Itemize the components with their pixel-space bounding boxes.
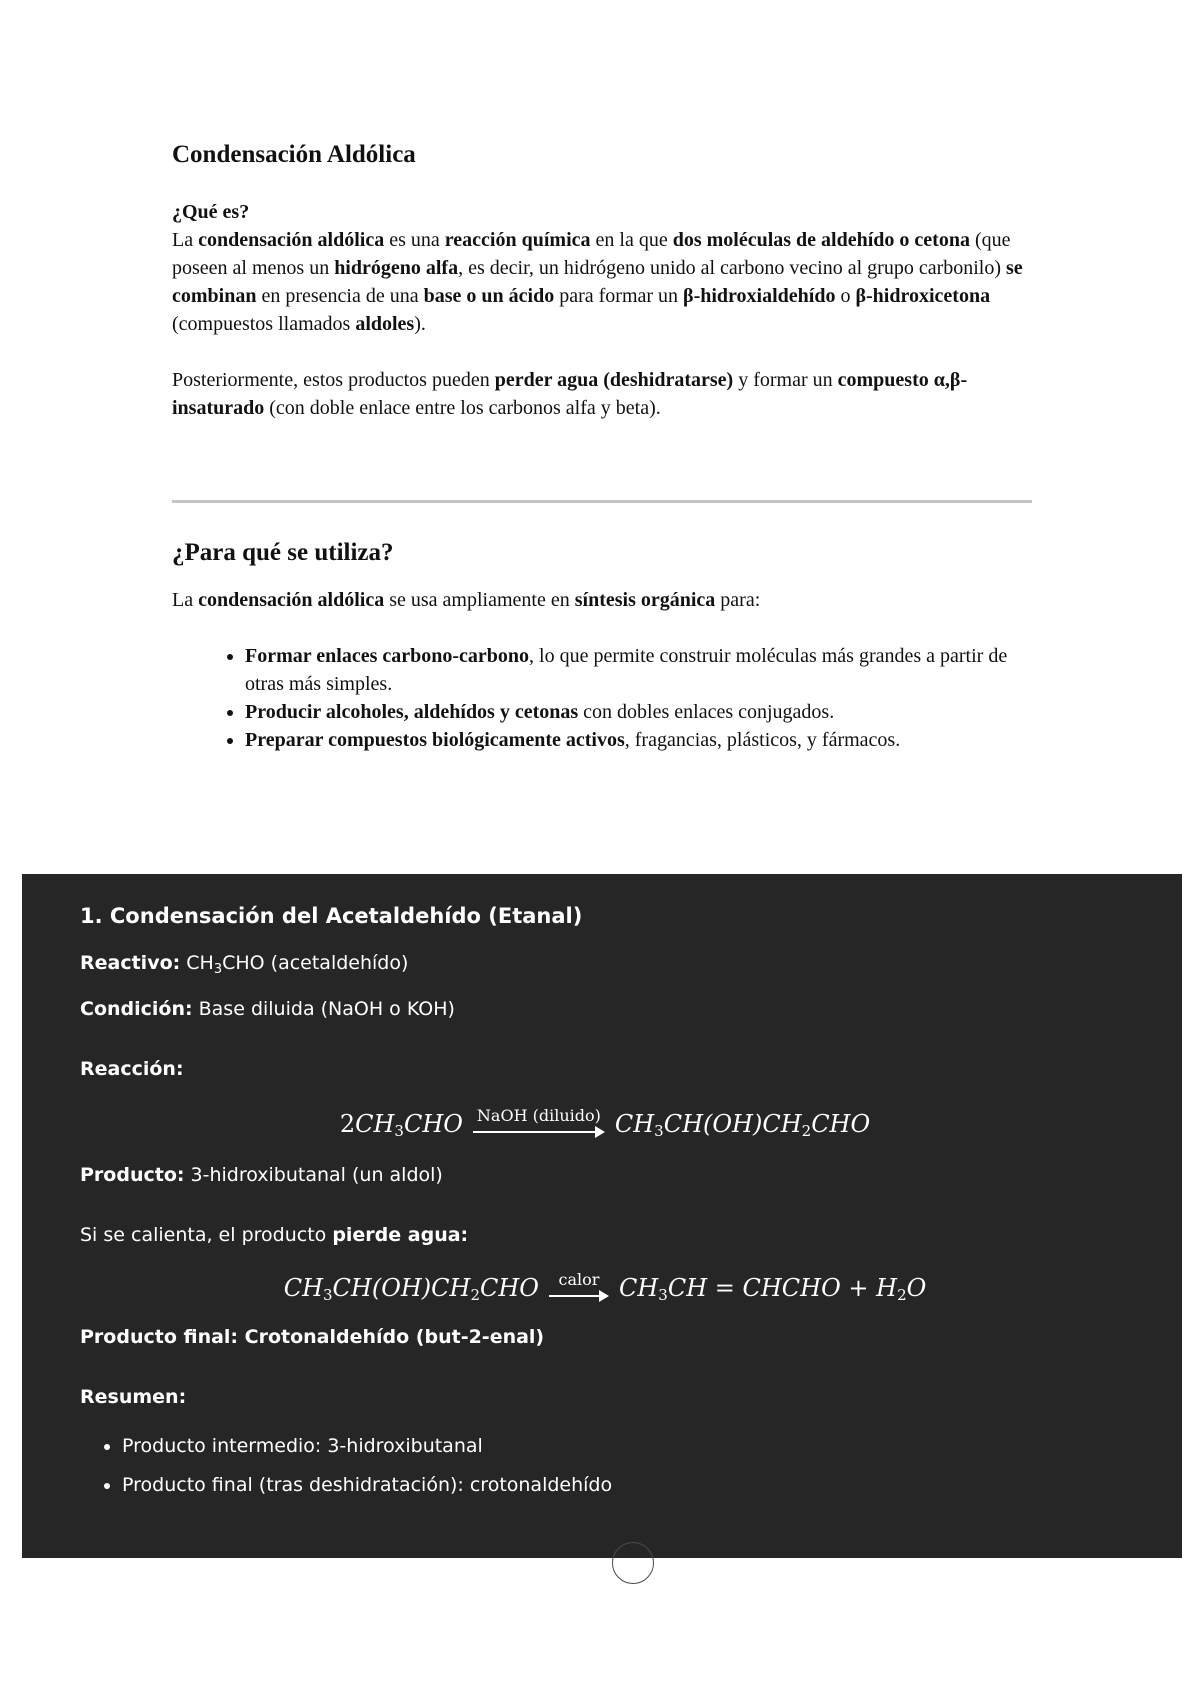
producto-line: Producto: 3-hidroxibutanal (un aldol) xyxy=(80,1164,443,1186)
list-item: • Producto intermedio: 3-hidroxibutanal xyxy=(122,1427,1130,1466)
uses-section xyxy=(172,538,1032,754)
equation-products: $CH_3CH$ = CHCHO + $H_2O$ xyxy=(618,1274,927,1304)
resumen-list xyxy=(80,1427,1130,1505)
section-heading-que-es: ¿Qué es? xyxy=(172,201,250,223)
example-panel xyxy=(22,874,1182,1558)
reaction-arrow: NaOH (diluido) xyxy=(473,1107,605,1139)
equation-products: $CH_3CH(OH)CH_2CHO$ xyxy=(614,1110,871,1140)
scroll-down-button[interactable] xyxy=(612,1542,654,1584)
equation-reactants: $2CH_3CHO$ xyxy=(339,1110,463,1140)
uses-list xyxy=(172,642,1032,754)
definition-paragraph: La condensación aldólica es una reacción química en la que dos moléculas de aldehído o cetona (que poseen al menos un hidrógeno alfa, es decir, un hidrógeno unido al carbono vecino al grupo carbonilo) se combinan en presencia de una base o un ácido para formar un β-hidroxialdehído o β-hidroxicetona (compuestos llamados aldoles). xyxy=(172,229,1023,335)
list-item: • Producto final (tras deshidratación): crotonaldehído xyxy=(122,1466,1130,1505)
equation-reactants: $CH_3CH(OH)CH_2CHO$ xyxy=(283,1274,539,1304)
calienta-line: Si se calienta, el producto pierde agua: xyxy=(80,1224,469,1246)
page-title: Condensación Aldólica xyxy=(172,141,416,168)
section-heading-para-que: ¿Para qué se utiliza? xyxy=(172,539,394,566)
reactivo-line: Reactivo: $CH_3CHO$ (acetaldehído) xyxy=(80,952,409,977)
uses-intro: La condensación aldólica se usa ampliamente en síntesis orgánica para: xyxy=(172,589,761,611)
reaccion-label: Reacción: xyxy=(80,1058,184,1080)
equation-aldol xyxy=(80,1107,1130,1139)
list-item: • Formar enlaces carbono-carbono, lo que permite construir moléculas más grandes a partir de otras más simples. xyxy=(245,642,1032,698)
final-product-line: Producto final: Crotonaldehído (but-2-enal) xyxy=(80,1326,545,1348)
list-item: • Preparar compuestos biológicamente activos, fragancias, plásticos, y fármacos. xyxy=(245,726,1032,754)
example-heading: 1. Condensación del Acetaldehído (Etanal) xyxy=(80,904,583,928)
document-body xyxy=(172,140,1032,751)
list-item: • Producir alcoholes, aldehídos y cetonas con dobles enlaces conjugados. xyxy=(245,698,1032,726)
dehydration-paragraph: Posteriormente, estos productos pueden perder agua (deshidratarse) y formar un compuesto α,β-insaturado (con doble enlace entre los carbonos alfa y beta). xyxy=(172,369,968,419)
equation-dehydration xyxy=(80,1271,1130,1303)
resumen-label: Resumen: xyxy=(80,1386,187,1408)
reaction-arrow: calor xyxy=(549,1271,609,1303)
section-divider xyxy=(172,500,1032,503)
condicion-line: Condición: Base diluida (NaOH o KOH) xyxy=(80,998,455,1020)
